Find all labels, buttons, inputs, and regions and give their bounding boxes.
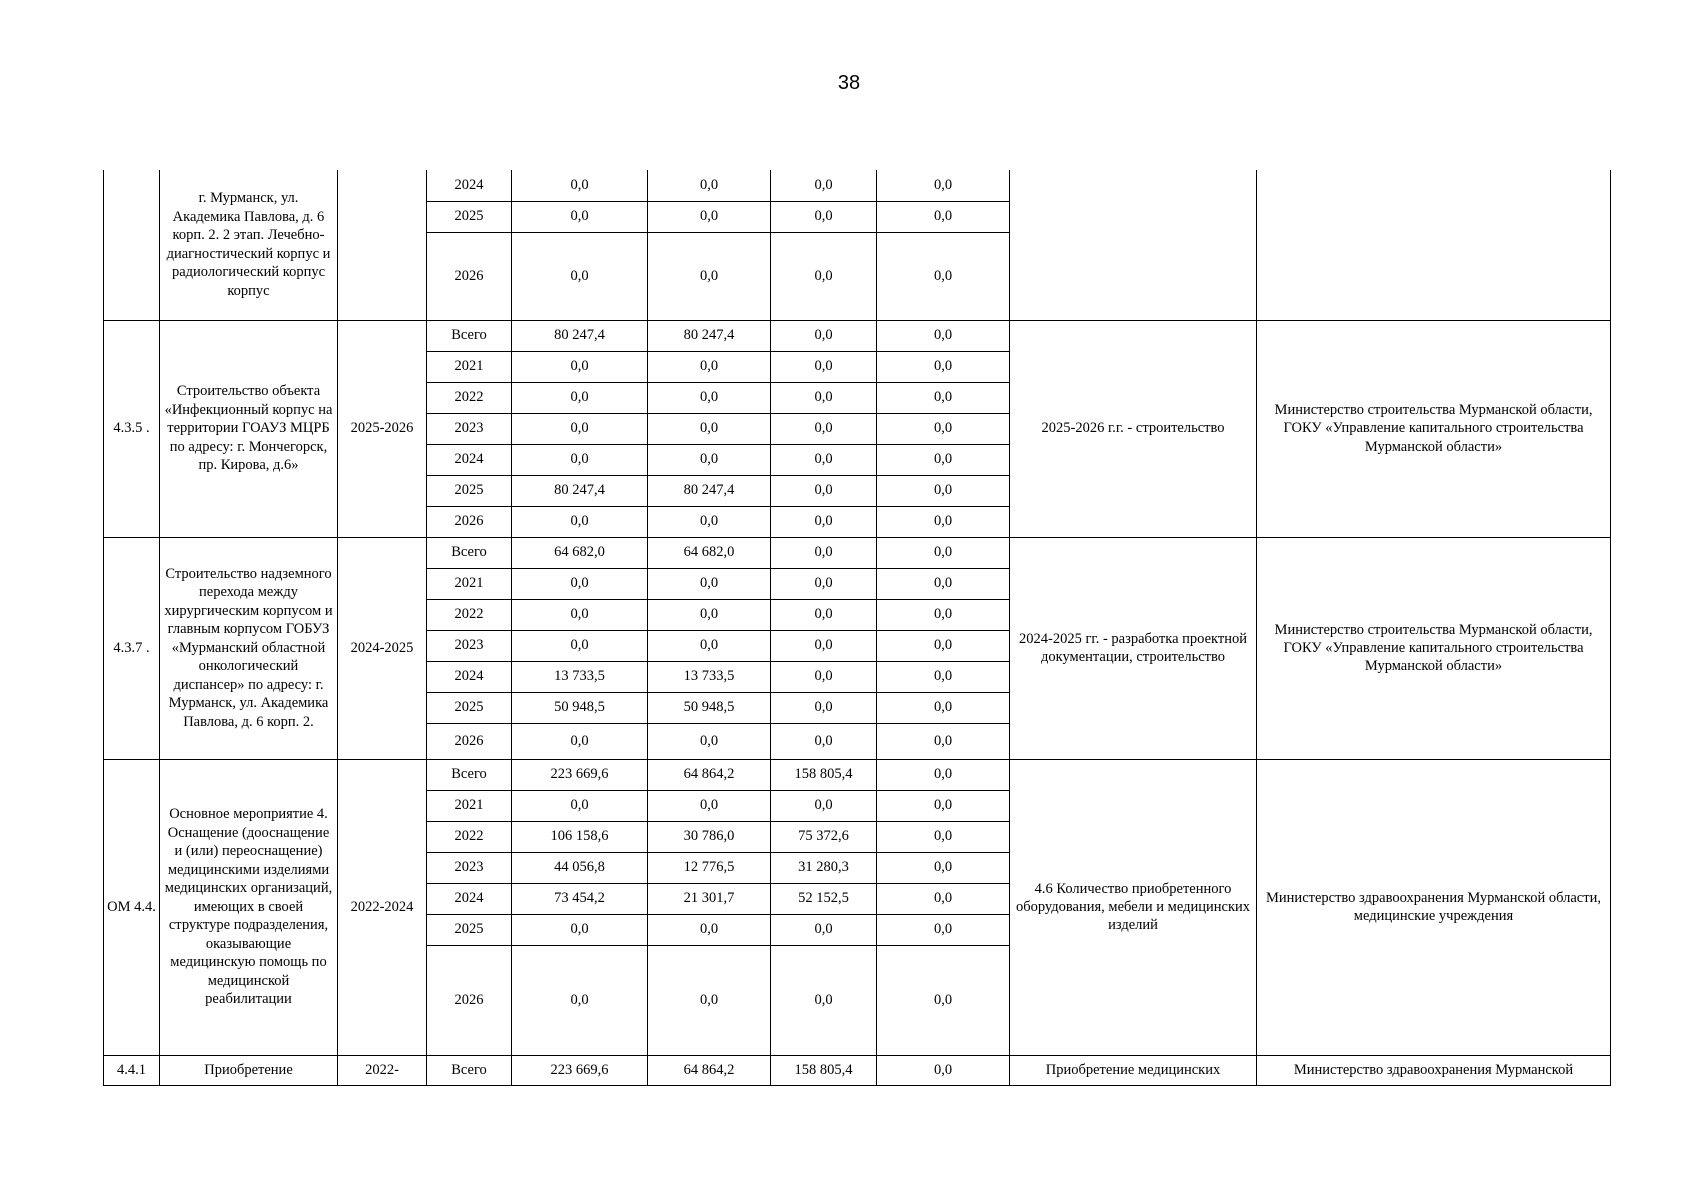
total-cell: 0,0 <box>512 382 648 413</box>
source-2-cell: 158 805,4 <box>771 1055 877 1085</box>
source-1-cell: 13 733,5 <box>648 661 771 692</box>
source-3-cell: 0,0 <box>877 821 1010 852</box>
table-row <box>104 759 1611 790</box>
table-row <box>104 170 1611 201</box>
total-cell: 0,0 <box>512 170 648 201</box>
source-3-cell: 0,0 <box>877 945 1010 1055</box>
source-3-cell: 0,0 <box>877 506 1010 537</box>
source-1-cell: 0,0 <box>648 201 771 232</box>
year-cell: 2021 <box>427 351 512 382</box>
total-cell: 0,0 <box>512 914 648 945</box>
year-cell: 2025 <box>427 201 512 232</box>
source-1-cell: 0,0 <box>648 444 771 475</box>
total-cell: 0,0 <box>512 413 648 444</box>
source-2-cell: 0,0 <box>771 382 877 413</box>
program-table <box>103 170 1611 1086</box>
year-cell: 2022 <box>427 382 512 413</box>
year-cell: 2024 <box>427 883 512 914</box>
source-2-cell: 0,0 <box>771 945 877 1055</box>
total-cell: 223 669,6 <box>512 1055 648 1085</box>
total-cell: 50 948,5 <box>512 692 648 723</box>
source-2-cell: 0,0 <box>771 201 877 232</box>
source-1-cell: 0,0 <box>648 790 771 821</box>
item-code-cell: 4.3.5 . <box>104 320 160 537</box>
year-cell: 2024 <box>427 661 512 692</box>
total-cell: 106 158,6 <box>512 821 648 852</box>
source-2-cell: 0,0 <box>771 413 877 444</box>
executor-cell: Министерство здравоохранения Мурманской области, медицинские учреждения <box>1257 759 1611 1055</box>
source-1-cell: 80 247,4 <box>648 475 771 506</box>
executor-cell: Министерство строительства Мурманской области, ГОКУ «Управление капитального строительства Мурманской области» <box>1257 537 1611 759</box>
page-number: 38 <box>837 72 861 94</box>
source-2-cell: 158 805,4 <box>771 759 877 790</box>
source-1-cell: 0,0 <box>648 351 771 382</box>
item-name-cell: Основное мероприятие 4. Оснащение (дооснащение и (или) переоснащение) медицинскими изделиями медицинских организаций, имеющих в своей структуре подразделения, оказывающие медицинскую помощь по медицинской реабилитации <box>160 759 338 1055</box>
total-cell: 0,0 <box>512 444 648 475</box>
total-cell: 0,0 <box>512 201 648 232</box>
table-row <box>104 320 1611 351</box>
year-cell: 2026 <box>427 232 512 320</box>
year-cell: 2023 <box>427 630 512 661</box>
source-3-cell: 0,0 <box>877 475 1010 506</box>
total-cell: 223 669,6 <box>512 759 648 790</box>
source-3-cell: 0,0 <box>877 382 1010 413</box>
program-table-body <box>104 170 1611 1085</box>
source-2-cell: 0,0 <box>771 568 877 599</box>
total-cell: 0,0 <box>512 351 648 382</box>
source-1-cell: 0,0 <box>648 914 771 945</box>
year-cell: 2025 <box>427 914 512 945</box>
source-3-cell: 0,0 <box>877 232 1010 320</box>
source-2-cell: 0,0 <box>771 537 877 568</box>
source-1-cell: 0,0 <box>648 382 771 413</box>
item-name-cell: Строительство надземного перехода между хирургическим корпусом и главным корпусом ГОБУЗ «Мурманский областной онкологический диспансер» по адресу: г. Мурманск, ул. Академика Павлова, д. 6 корп. 2. <box>160 537 338 759</box>
source-3-cell: 0,0 <box>877 413 1010 444</box>
source-1-cell: 50 948,5 <box>648 692 771 723</box>
source-2-cell: 0,0 <box>771 790 877 821</box>
total-cell: 0,0 <box>512 790 648 821</box>
source-3-cell: 0,0 <box>877 201 1010 232</box>
source-2-cell: 0,0 <box>771 170 877 201</box>
item-period-cell: 2022-2024 <box>338 759 427 1055</box>
source-3-cell: 0,0 <box>877 883 1010 914</box>
year-cell: 2023 <box>427 852 512 883</box>
total-cell: 80 247,4 <box>512 475 648 506</box>
source-1-cell: 21 301,7 <box>648 883 771 914</box>
total-cell: 13 733,5 <box>512 661 648 692</box>
source-2-cell: 0,0 <box>771 914 877 945</box>
source-1-cell: 64 682,0 <box>648 537 771 568</box>
source-3-cell: 0,0 <box>877 1055 1010 1085</box>
source-3-cell: 0,0 <box>877 170 1010 201</box>
year-cell: 2026 <box>427 945 512 1055</box>
year-cell: 2025 <box>427 475 512 506</box>
table-row <box>104 537 1611 568</box>
source-2-cell: 0,0 <box>771 723 877 759</box>
source-2-cell: 0,0 <box>771 692 877 723</box>
item-code-cell <box>104 170 160 320</box>
year-cell: 2025 <box>427 692 512 723</box>
item-name-cell: Приобретение <box>160 1055 338 1085</box>
year-cell: Всего <box>427 1055 512 1085</box>
source-2-cell: 0,0 <box>771 661 877 692</box>
source-3-cell: 0,0 <box>877 630 1010 661</box>
source-1-cell: 80 247,4 <box>648 320 771 351</box>
item-period-cell: 2025-2026 <box>338 320 427 537</box>
year-cell: 2023 <box>427 413 512 444</box>
item-name-cell: Строительство объекта «Инфекционный корпус на территории ГОАУЗ МЦРБ по адресу: г. Мончегорск, пр. Кирова, д.6» <box>160 320 338 537</box>
source-3-cell: 0,0 <box>877 723 1010 759</box>
source-2-cell: 0,0 <box>771 232 877 320</box>
source-3-cell: 0,0 <box>877 790 1010 821</box>
total-cell: 0,0 <box>512 506 648 537</box>
year-cell: 2022 <box>427 599 512 630</box>
total-cell: 64 682,0 <box>512 537 648 568</box>
source-3-cell: 0,0 <box>877 759 1010 790</box>
item-code-cell: ОМ 4.4. <box>104 759 160 1055</box>
item-period-cell <box>338 170 427 320</box>
indicator-cell <box>1010 170 1257 320</box>
source-3-cell: 0,0 <box>877 444 1010 475</box>
total-cell: 0,0 <box>512 232 648 320</box>
table-row <box>104 1055 1611 1085</box>
source-2-cell: 0,0 <box>771 630 877 661</box>
source-1-cell: 0,0 <box>648 232 771 320</box>
executor-cell: Министерство здравоохранения Мурманской <box>1257 1055 1611 1085</box>
source-1-cell: 0,0 <box>648 723 771 759</box>
source-3-cell: 0,0 <box>877 568 1010 599</box>
source-1-cell: 0,0 <box>648 506 771 537</box>
item-name-cell: г. Мурманск, ул. Академика Павлова, д. 6 корп. 2. 2 этап. Лечебно-диагностический корпус и радиологический корпус корпус <box>160 170 338 320</box>
year-cell: Всего <box>427 759 512 790</box>
source-2-cell: 0,0 <box>771 506 877 537</box>
source-1-cell: 0,0 <box>648 945 771 1055</box>
source-1-cell: 0,0 <box>648 599 771 630</box>
source-2-cell: 0,0 <box>771 475 877 506</box>
indicator-cell: 2025-2026 г.г. - строительство <box>1010 320 1257 537</box>
source-1-cell: 64 864,2 <box>648 1055 771 1085</box>
total-cell: 0,0 <box>512 630 648 661</box>
source-1-cell: 12 776,5 <box>648 852 771 883</box>
year-cell: 2026 <box>427 506 512 537</box>
source-3-cell: 0,0 <box>877 914 1010 945</box>
executor-cell <box>1257 170 1611 320</box>
source-2-cell: 0,0 <box>771 444 877 475</box>
source-3-cell: 0,0 <box>877 661 1010 692</box>
source-1-cell: 0,0 <box>648 170 771 201</box>
total-cell: 0,0 <box>512 723 648 759</box>
total-cell: 80 247,4 <box>512 320 648 351</box>
year-cell: Всего <box>427 537 512 568</box>
item-period-cell: 2022- <box>338 1055 427 1085</box>
source-2-cell: 31 280,3 <box>771 852 877 883</box>
item-period-cell: 2024-2025 <box>338 537 427 759</box>
source-3-cell: 0,0 <box>877 537 1010 568</box>
source-3-cell: 0,0 <box>877 351 1010 382</box>
source-1-cell: 64 864,2 <box>648 759 771 790</box>
source-2-cell: 0,0 <box>771 351 877 382</box>
source-3-cell: 0,0 <box>877 852 1010 883</box>
total-cell: 44 056,8 <box>512 852 648 883</box>
source-1-cell: 30 786,0 <box>648 821 771 852</box>
total-cell: 0,0 <box>512 599 648 630</box>
indicator-cell: Приобретение медицинских <box>1010 1055 1257 1085</box>
total-cell: 73 454,2 <box>512 883 648 914</box>
source-2-cell: 0,0 <box>771 599 877 630</box>
total-cell: 0,0 <box>512 945 648 1055</box>
indicator-cell: 4.6 Количество приобретенного оборудования, мебели и медицинских изделий <box>1010 759 1257 1055</box>
source-1-cell: 0,0 <box>648 630 771 661</box>
year-cell: 2022 <box>427 821 512 852</box>
year-cell: 2024 <box>427 170 512 201</box>
indicator-cell: 2024-2025 гг. - разработка проектной документации, строительство <box>1010 537 1257 759</box>
source-3-cell: 0,0 <box>877 599 1010 630</box>
year-cell: 2024 <box>427 444 512 475</box>
item-code-cell: 4.3.7 . <box>104 537 160 759</box>
year-cell: 2026 <box>427 723 512 759</box>
year-cell: 2021 <box>427 568 512 599</box>
source-2-cell: 0,0 <box>771 320 877 351</box>
year-cell: Всего <box>427 320 512 351</box>
source-2-cell: 52 152,5 <box>771 883 877 914</box>
source-2-cell: 75 372,6 <box>771 821 877 852</box>
year-cell: 2021 <box>427 790 512 821</box>
item-code-cell: 4.4.1 <box>104 1055 160 1085</box>
total-cell: 0,0 <box>512 568 648 599</box>
executor-cell: Министерство строительства Мурманской области, ГОКУ «Управление капитального строительства Мурманской области» <box>1257 320 1611 537</box>
source-3-cell: 0,0 <box>877 320 1010 351</box>
source-1-cell: 0,0 <box>648 413 771 444</box>
source-3-cell: 0,0 <box>877 692 1010 723</box>
source-1-cell: 0,0 <box>648 568 771 599</box>
